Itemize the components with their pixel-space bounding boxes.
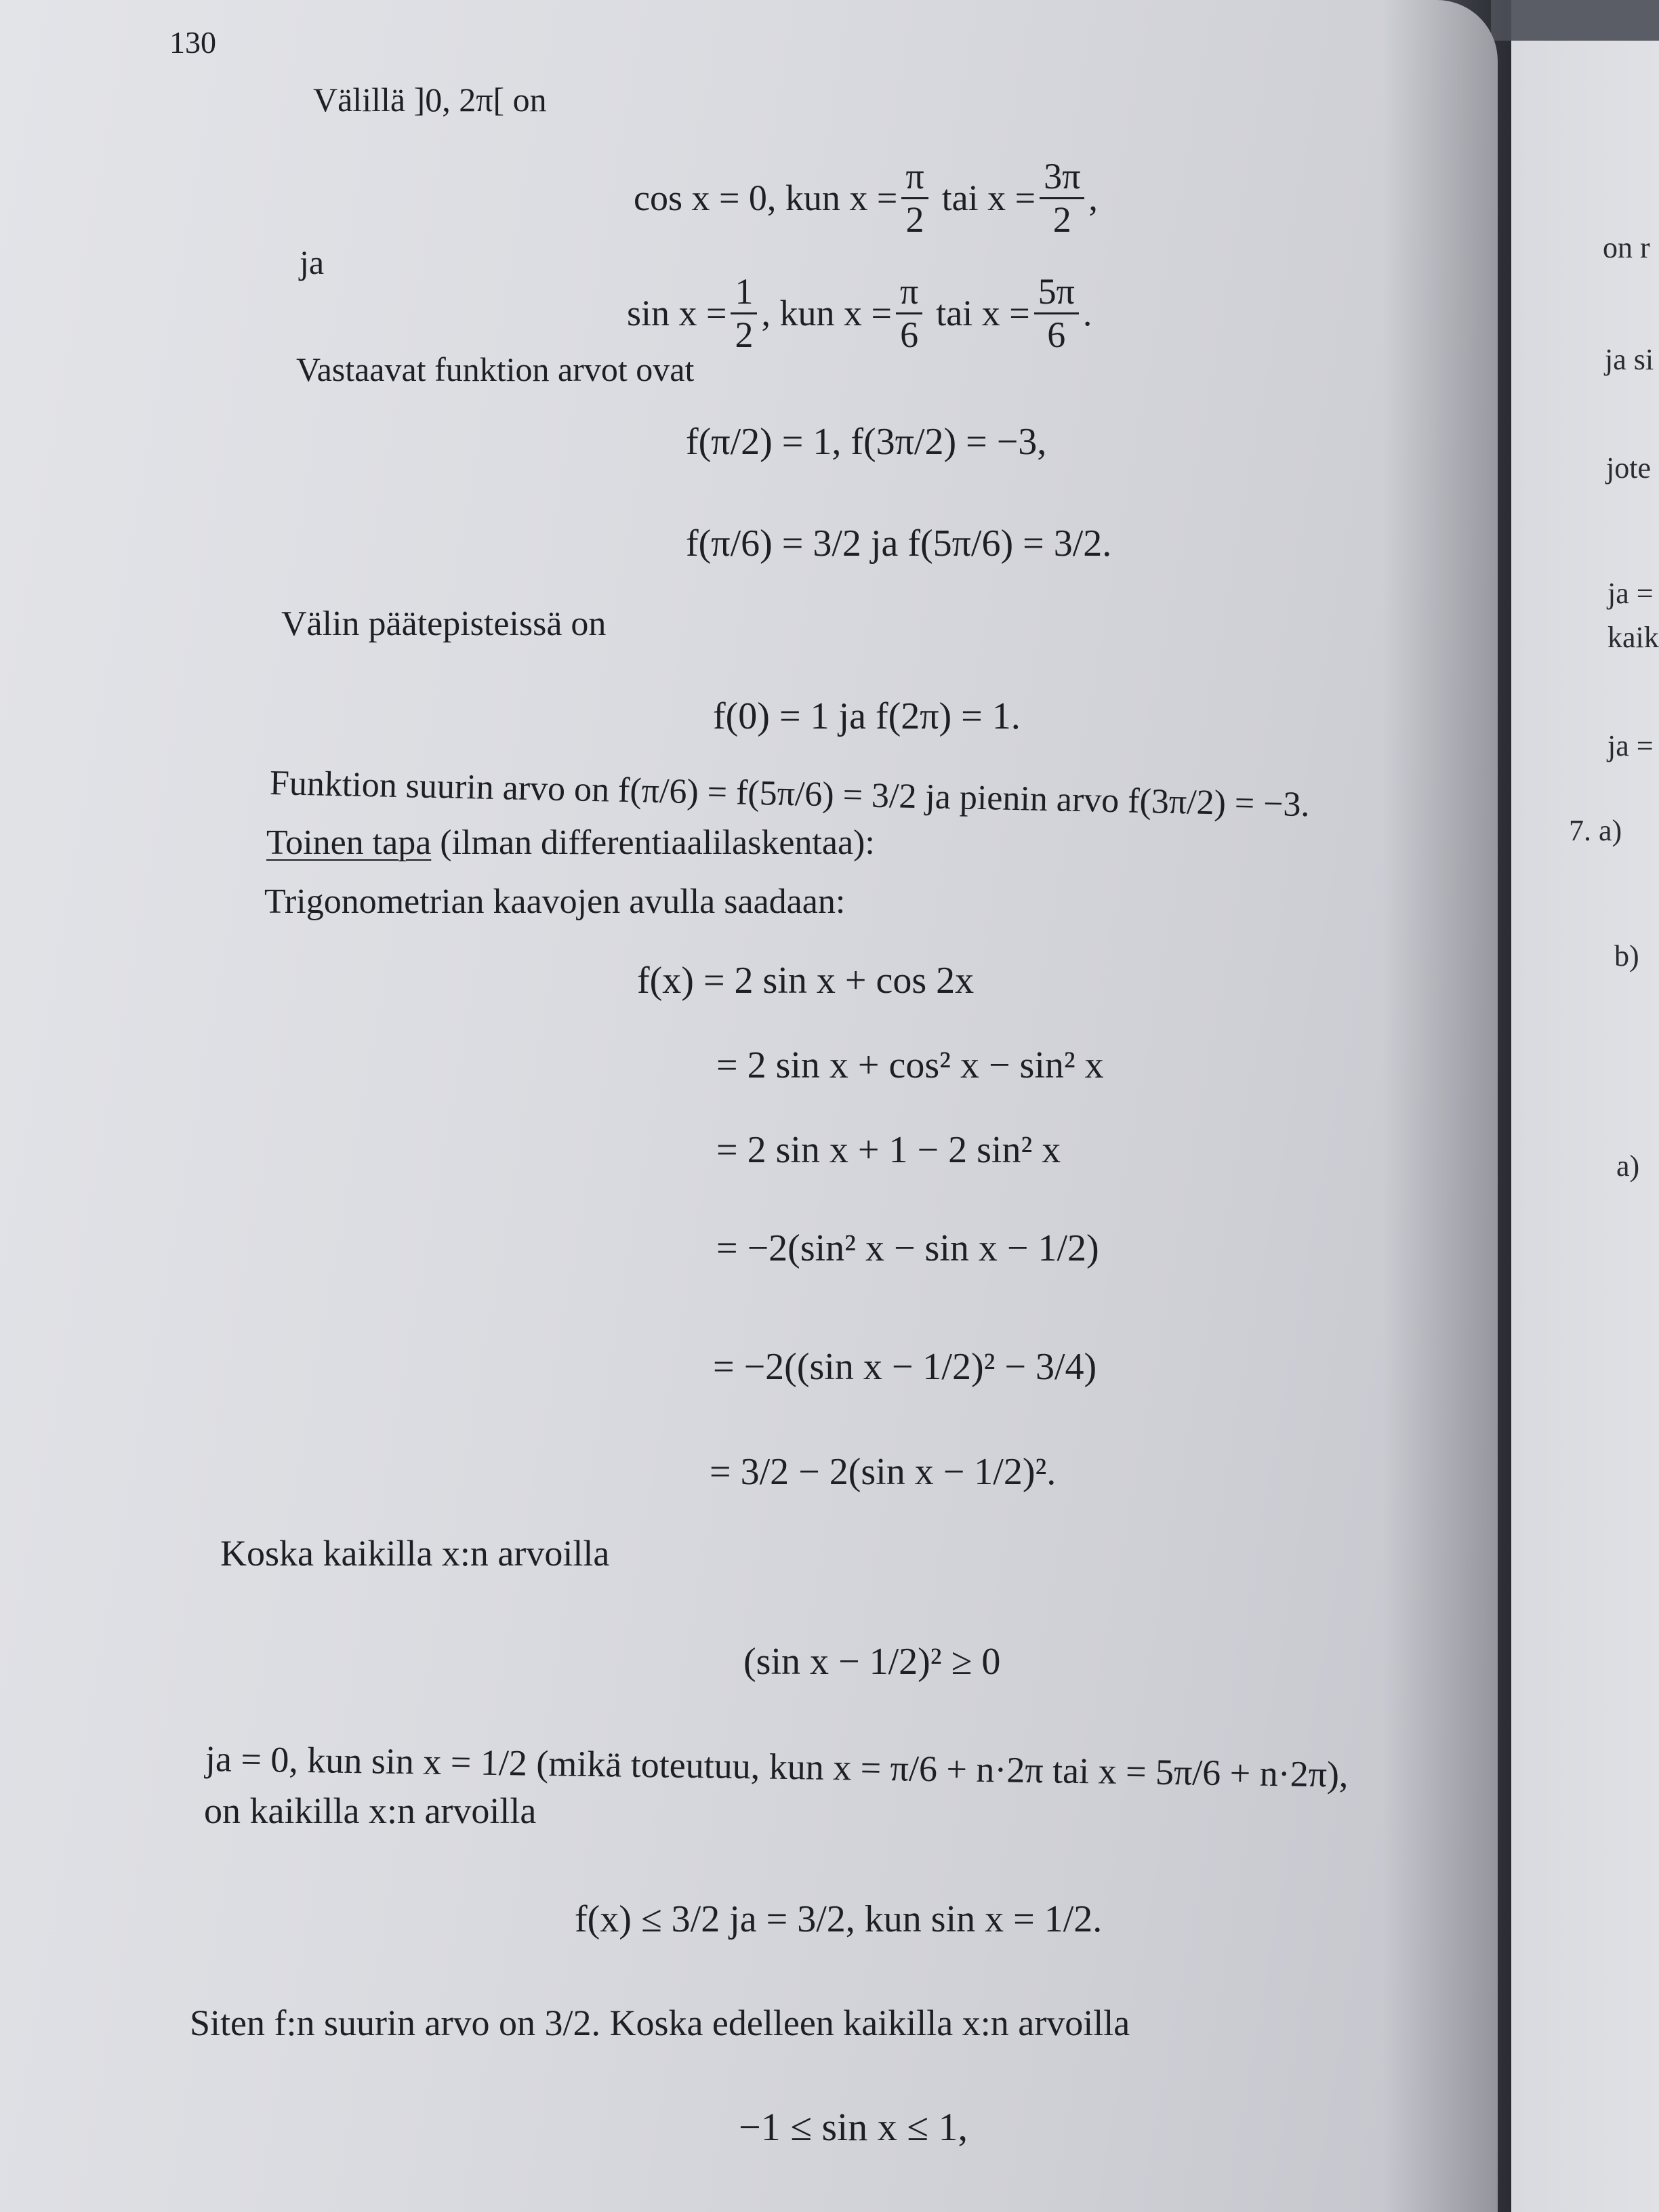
eq1-lhs: cos x = 0, kun x = xyxy=(634,178,898,219)
fraction: $\frac{\pi}{2}$ xyxy=(901,157,928,239)
equation-bound: f(x) ≤ 3/2 ja = 3/2, kun sin x = 1/2. xyxy=(575,1898,1103,1940)
text-valin: Välin päätepisteissä on xyxy=(281,605,607,643)
eq2-tai: tai x = xyxy=(936,293,1030,334)
margin-text: ja si xyxy=(1605,343,1654,376)
fraction: $\frac{1}{2}$ xyxy=(731,272,757,354)
text-vastaavat: Vastaavat funktion arvot ovat xyxy=(296,350,695,388)
text-koska: Koska kaikilla x:n arvoilla xyxy=(220,1533,610,1574)
derivation-line-4: = −2(sin² x − sin x − 1/2) xyxy=(716,1227,1099,1269)
derivation-line-2: = 2 sin x + cos² x − sin² x xyxy=(716,1044,1104,1086)
text-toinen-rest: (ilman differentiaalilaskentaa): xyxy=(431,823,875,862)
equation-sin-range: −1 ≤ sin x ≤ 1, xyxy=(739,2105,968,2149)
margin-text: on r xyxy=(1603,231,1650,264)
eq2-lhs: sin x = xyxy=(627,293,727,334)
text-funktion: Funktion suurin arvo on f(π/6) = f(5π/6) = 3/2 ja pienin arvo f(3π/2) = −3. xyxy=(269,764,1311,825)
equation-cos xyxy=(634,157,1098,239)
text-trig: Trigonometrian kaavojen avulla saadaan: xyxy=(264,882,846,921)
text-valilla: Välillä ]0, 2π[ on xyxy=(313,81,547,119)
derivation-line-1: f(x) = 2 sin x + cos 2x xyxy=(637,960,975,1002)
derivation-line-6: = 3/2 − 2(sin x − 1/2)². xyxy=(710,1451,1057,1493)
text-ja: ja xyxy=(300,243,325,281)
derivation-line-5: = −2((sin x − 1/2)² − 3/4) xyxy=(713,1346,1097,1388)
text-siten: Siten f:n suurin arvo on 3/2. Koska edelleen kaikilla x:n arvoilla xyxy=(190,2003,1130,2043)
fraction: $\frac{3\pi}{2}$ xyxy=(1040,157,1084,239)
page-number: 130 xyxy=(169,25,216,60)
margin-text: ja = xyxy=(1607,577,1654,610)
text-on-kaikilla: on kaikilla x:n arvoilla xyxy=(204,1790,537,1831)
eq1-tai: tai x = xyxy=(941,178,1036,219)
fraction: $\frac{5\pi}{6}$ xyxy=(1034,272,1079,354)
eq1-end: , xyxy=(1088,178,1098,219)
margin-text: 7. a) xyxy=(1569,814,1622,847)
equation-sin xyxy=(627,272,1092,354)
margin-text: kaik xyxy=(1607,621,1659,654)
background-gap xyxy=(1491,0,1659,41)
text-ja-zero: ja = 0, kun sin x = 1/2 (mikä toteutuu, kun x = π/6 + n·2π tai x = 5π/6 + n·2π), xyxy=(205,1738,1349,1795)
margin-text: jote xyxy=(1606,451,1651,485)
derivation-line-3: = 2 sin x + 1 − 2 sin² x xyxy=(716,1129,1061,1171)
eq2-kun: , kun x = xyxy=(761,293,892,334)
eq2-end: . xyxy=(1082,293,1092,334)
text-toinen-underlined: Toinen tapa xyxy=(266,823,432,862)
margin-text: b) xyxy=(1614,939,1639,972)
equation-values-2: f(π/6) = 3/2 ja f(5π/6) = 3/2. xyxy=(686,523,1112,565)
page-shadow xyxy=(1382,0,1511,2212)
margin-text: a) xyxy=(1616,1149,1640,1183)
equation-square-nonneg: (sin x − 1/2)² ≥ 0 xyxy=(743,1641,1001,1683)
fraction: $\frac{\pi}{6}$ xyxy=(896,272,922,354)
equation-endpoints: f(0) = 1 ja f(2π) = 1. xyxy=(713,695,1021,737)
margin-text: ja = xyxy=(1607,729,1654,762)
equation-values-1: f(π/2) = 1, f(3π/2) = −3, xyxy=(686,421,1047,463)
text-toinen xyxy=(266,825,875,861)
